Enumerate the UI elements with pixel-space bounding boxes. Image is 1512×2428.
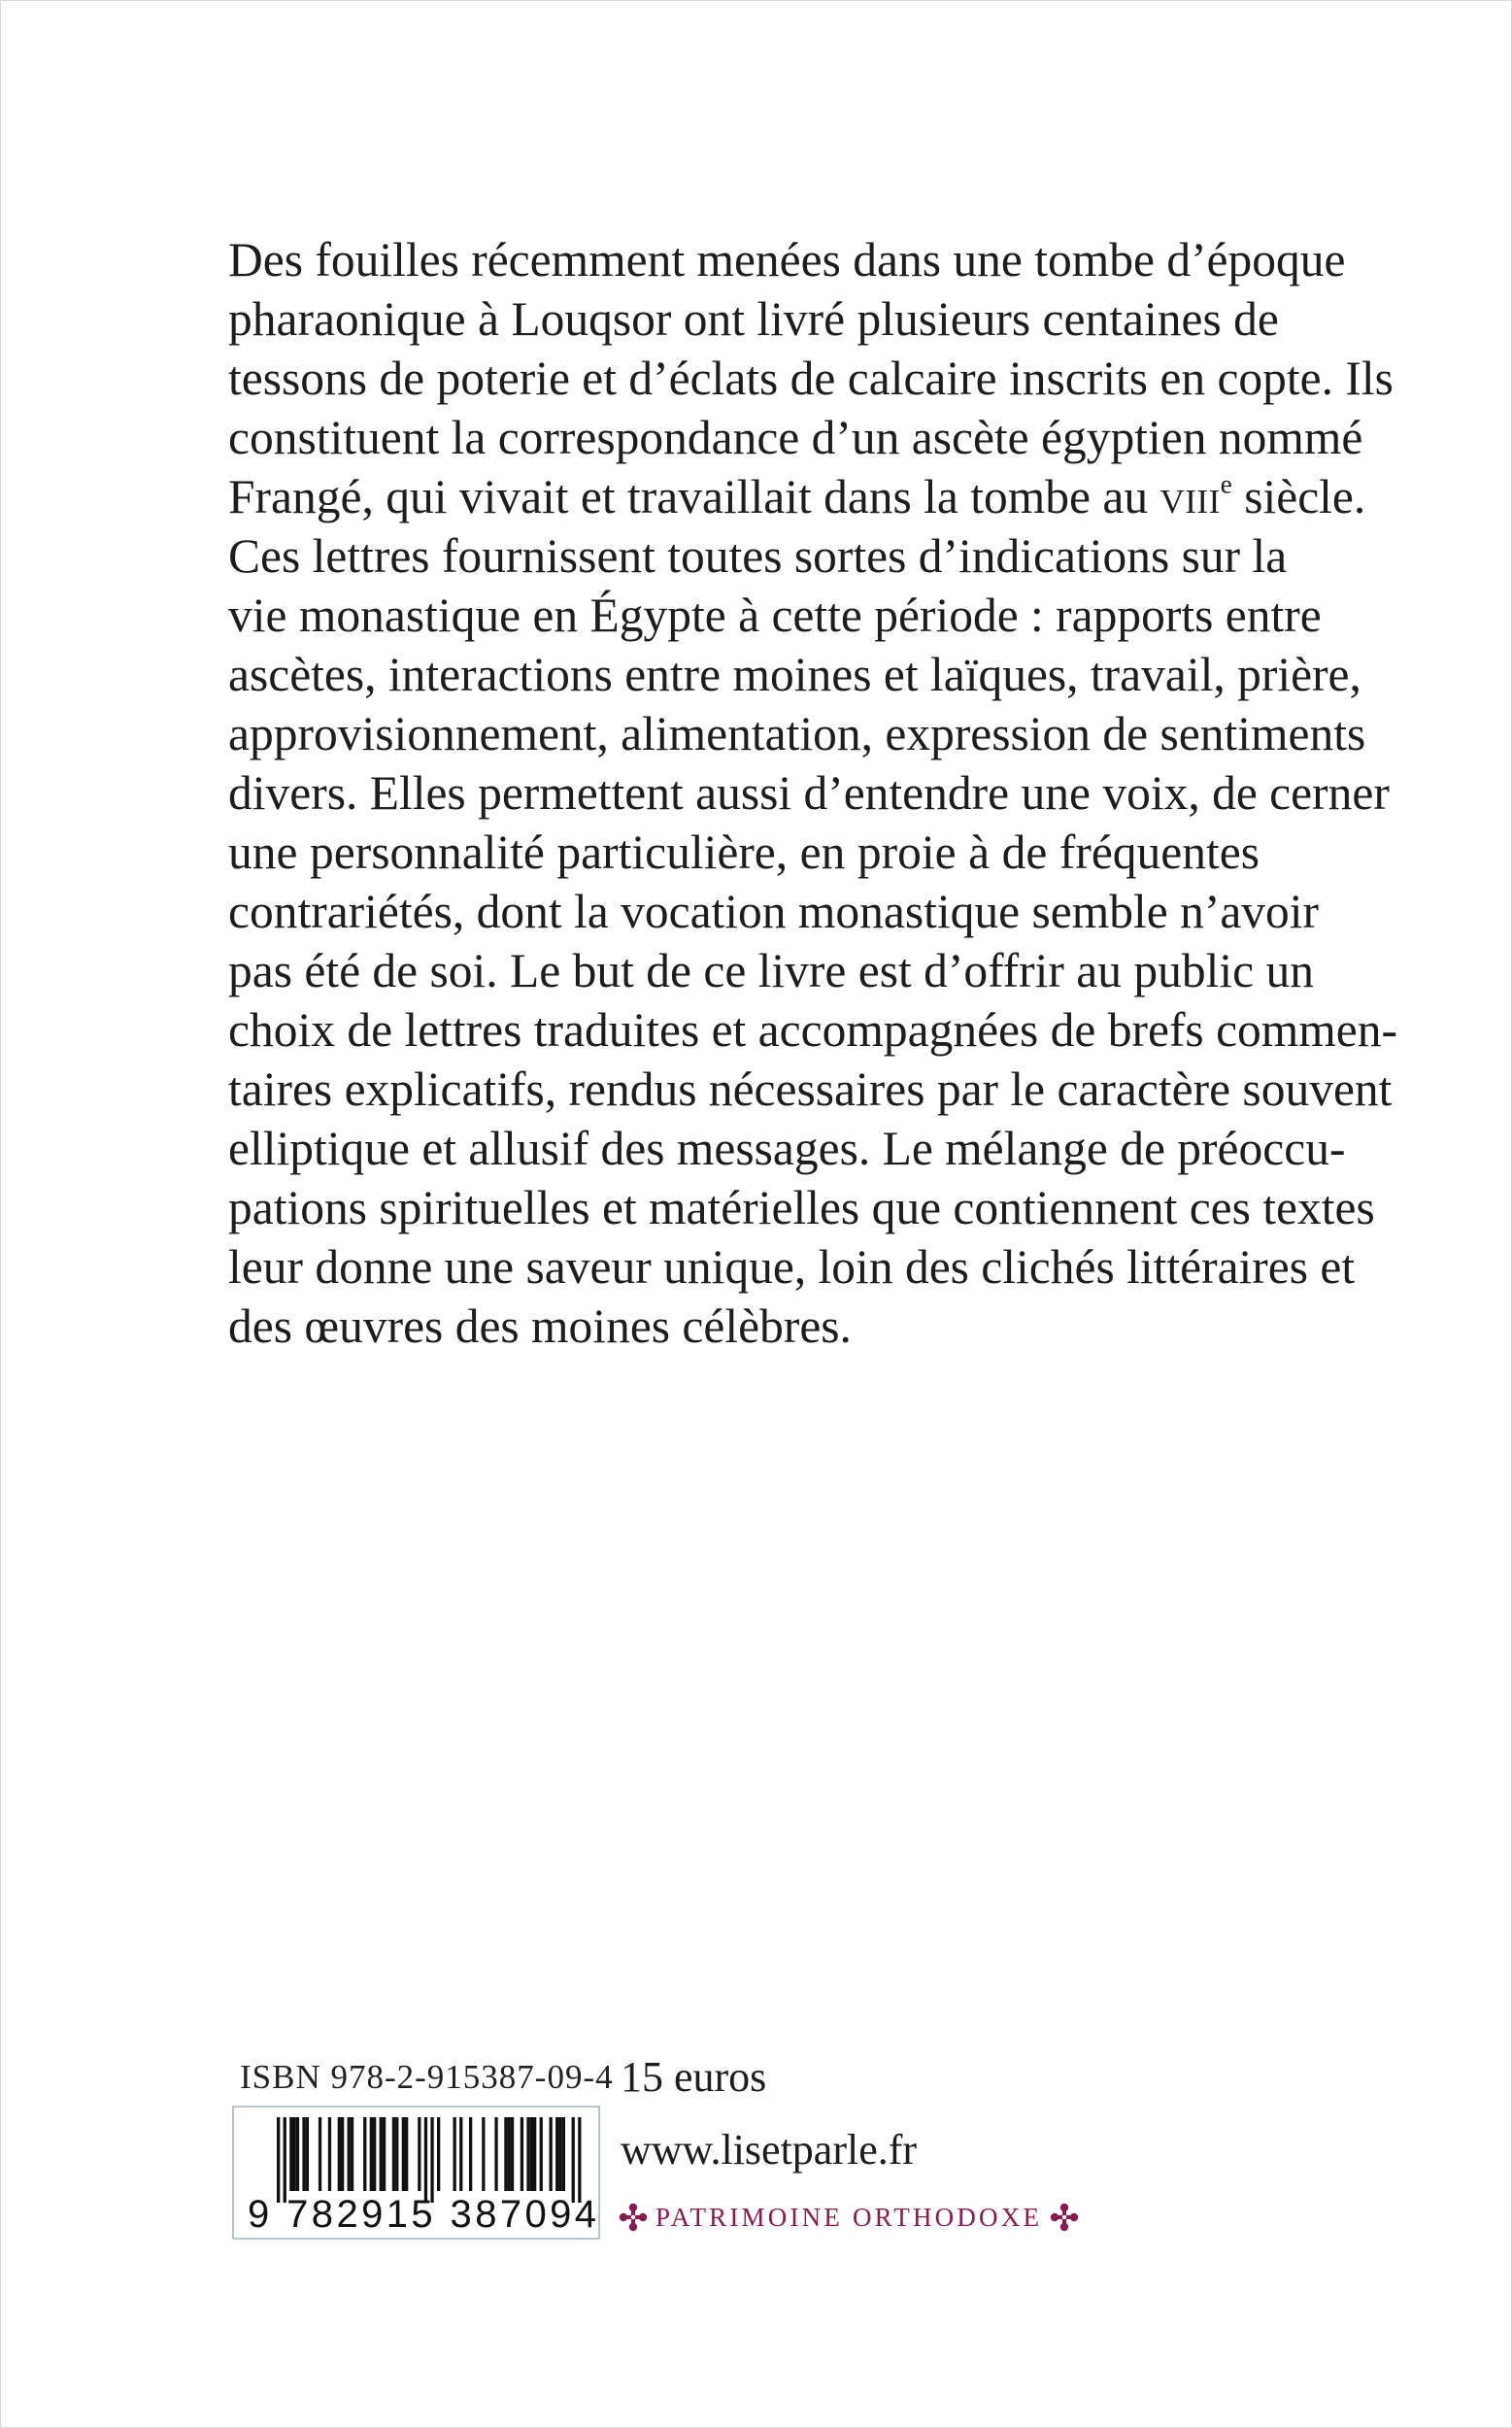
barcode-bar [328, 2117, 331, 2191]
barcode-bar [306, 2117, 309, 2191]
barcode-bar [508, 2117, 511, 2191]
blurb-line [228, 230, 1346, 289]
blurb-line-text: des œuvres des moines célèbres. [228, 1299, 852, 1353]
blurb-line-text: vie monastique en Égypte à cette période : rapports entre [228, 589, 1322, 642]
blurb-line [228, 1297, 1260, 1356]
blurb-line [228, 349, 1394, 408]
blurb-text [228, 230, 1398, 1356]
barcode [232, 2106, 600, 2240]
blurb-line [228, 408, 1363, 467]
barcode-bar [469, 2117, 472, 2191]
barcode-bar [550, 2117, 553, 2191]
barcode-bar [338, 2117, 341, 2191]
barcode-bar [351, 2117, 353, 2191]
barcode-bar [395, 2117, 398, 2191]
publisher-website: www.lisetparle.fr [621, 2126, 918, 2174]
blurb-line [228, 882, 1320, 941]
quatrefoil-cross-icon [1050, 2203, 1079, 2232]
barcode-bar [437, 2117, 440, 2191]
barcode-bar [418, 2117, 420, 2191]
blurb-line-text: choix de lettres traduites et accompagnées de brefs commen- [228, 1003, 1398, 1057]
barcode-bar [383, 2117, 386, 2191]
barcode-bar [424, 2117, 427, 2203]
collection-label: PATRIMOINE ORTHODOXE [655, 2202, 1043, 2232]
blurb-line [228, 1178, 1375, 1237]
barcode-bar [530, 2117, 533, 2191]
barcode-bar [482, 2117, 485, 2191]
blurb-line-text: tessons de poterie et d’éclats de calcaire inscrits en copte. Ils [228, 352, 1394, 405]
barcode-bar [277, 2117, 280, 2203]
barcode-bar [558, 2117, 561, 2191]
blurb-line-text: leur donne une saveur unique, loin des clichés littéraires et [228, 1240, 1356, 1294]
barcode-bar [555, 2117, 558, 2191]
barcode-bar [289, 2117, 292, 2191]
barcode-bar [521, 2117, 523, 2191]
isbn-label: ISBN 978-2-915387-09-4 [240, 2058, 614, 2096]
blurb-line [228, 645, 1361, 704]
blurb-line-text: Frangé, qui vivait et travaillait dans la tombe au [228, 470, 1160, 523]
ordinal-suffix: e [1220, 469, 1232, 499]
barcode-bar [494, 2117, 497, 2191]
barcode-bar [459, 2117, 462, 2191]
blurb-line [228, 289, 1279, 349]
barcode-bar [430, 2117, 433, 2203]
collection-name [619, 2198, 1079, 2237]
blurb-line [228, 941, 1314, 1000]
barcode-bar [293, 2117, 296, 2191]
blurb-line [228, 1237, 1356, 1297]
blurb-line-text: constituent la correspondance d’un ascète égyptien nommé [228, 411, 1363, 464]
barcode-bar [341, 2117, 344, 2191]
barcode-digits: 9 782915 387094 [248, 2193, 600, 2236]
barcode-bar [392, 2117, 395, 2191]
blurb-line [228, 823, 1260, 882]
barcode-bar [348, 2117, 351, 2191]
barcode-bar [319, 2117, 321, 2191]
barcode-bar [511, 2117, 514, 2191]
barcode-bar [370, 2117, 373, 2191]
blurb-line-text: Ces lettres fournissent toutes sortes d’indications sur la [228, 529, 1288, 583]
barcode-bar [380, 2117, 383, 2191]
blurb-line [228, 1000, 1398, 1060]
barcode-bar [284, 2117, 286, 2203]
barcode-bar [363, 2117, 366, 2191]
barcode-bar [533, 2117, 536, 2191]
barcode-bar [504, 2117, 507, 2191]
blurb-line-text: ascètes, interactions entre moines et laïques, travail, prière, [228, 648, 1361, 701]
barcode-bar [402, 2117, 405, 2191]
barcode-bar [296, 2117, 299, 2191]
blurb-line-text: approvisionnement, alimentation, expression de sentiments [228, 707, 1366, 760]
blurb-line-text: elliptique et allusif des messages. Le mélange de préoccu- [228, 1122, 1346, 1175]
blurb-line-text: pharaonique à Louqsor ont livré plusieurs centaines de [228, 292, 1279, 346]
barcode-bar [578, 2117, 581, 2203]
blurb-line-text: divers. Elles permettent aussi d’entendre une voix, de cerner [228, 766, 1390, 820]
barcode-bar [454, 2117, 456, 2191]
barcode-bar [526, 2117, 529, 2191]
blurb-line [228, 1060, 1393, 1119]
blurb-line [228, 586, 1322, 645]
blurb-line-text: Des fouilles récemment menées dans une tombe d’époque [228, 233, 1346, 287]
blurb-line [228, 526, 1288, 586]
blurb-line-text: taires explicatifs, rendus nécessaires par le caractère souvent [228, 1062, 1393, 1116]
barcode-bar [302, 2117, 305, 2191]
barcode-bar [373, 2117, 376, 2191]
blurb-line-text: siècle. [1231, 470, 1366, 523]
blurb-line [228, 704, 1366, 763]
barcode-bar [572, 2117, 575, 2203]
blurb-line-text: contrariétés, dont la vocation monastique semble n’avoir [228, 885, 1320, 938]
century-numeral: viii [1159, 470, 1221, 523]
blurb-line [228, 467, 1366, 526]
blurb-line [228, 763, 1390, 823]
blurb-line-text: pas été de soi. Le but de ce livre est d’offrir au public un [228, 944, 1314, 997]
quatrefoil-cross-icon [619, 2203, 648, 2232]
barcode-bar [562, 2117, 565, 2191]
blurb-line-text: pations spirituelles et matérielles que contiennent ces textes [228, 1181, 1375, 1234]
price-label: 15 euros [621, 2053, 767, 2101]
barcode-bar [405, 2117, 408, 2191]
barcode-bar [540, 2117, 543, 2191]
blurb-line-text: une personnalité particulière, en proie à de fréquentes [228, 826, 1260, 879]
blurb-line [228, 1119, 1346, 1178]
